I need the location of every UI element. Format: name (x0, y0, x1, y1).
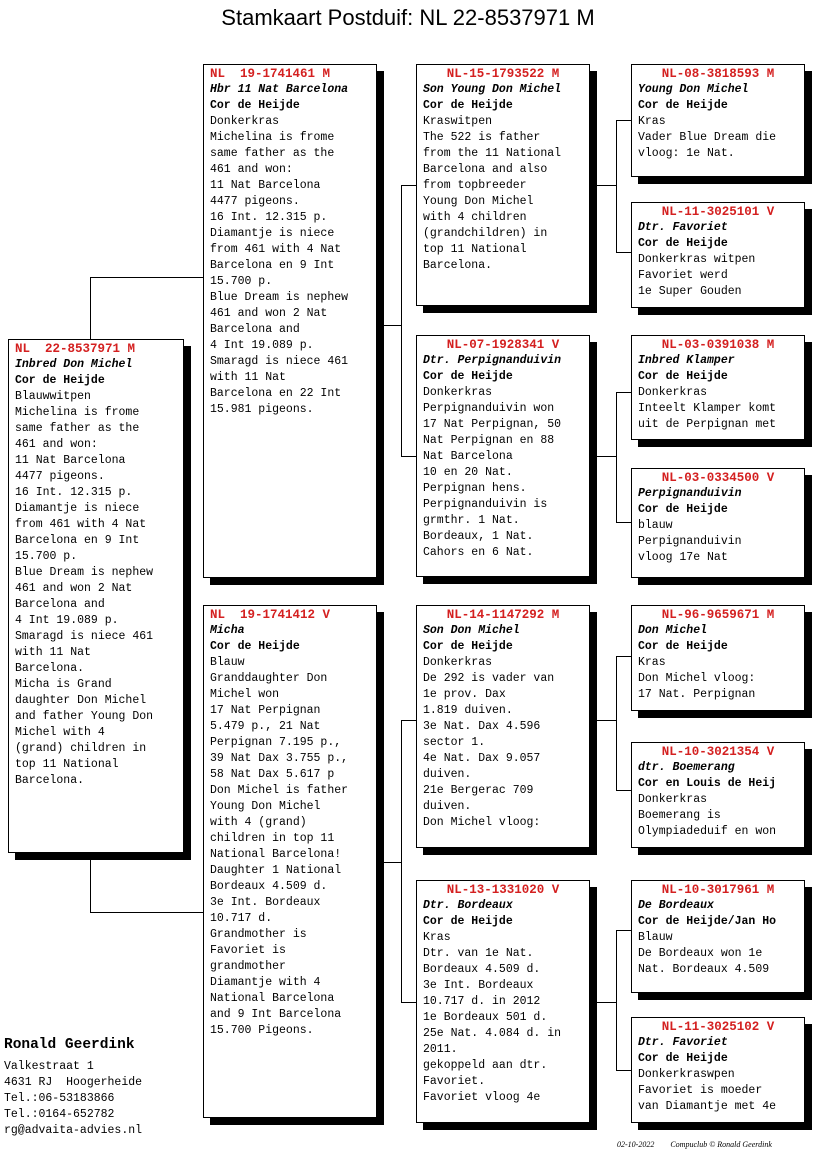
pedigree-note-line: Donkerkras (638, 793, 708, 806)
connector-line (616, 120, 632, 121)
owner-phone-mobile: Tel.:06-53183866 (4, 1092, 115, 1105)
pedigree-note-line: Donkerkras (423, 656, 493, 669)
pedigree-note-line: Donkerkras (210, 115, 280, 128)
pedigree-note-line: 15.981 pigeons. (210, 403, 314, 416)
pedigree-note-line: Michelina is frome (210, 131, 335, 144)
pedigree-note-line: 15.700 Pigeons. (210, 1024, 314, 1037)
connector-line (401, 456, 417, 457)
breeder-name: Cor de Heijde (423, 99, 513, 112)
ring-number: NL-14-1147292 M (446, 608, 560, 622)
ring-number: NL-13-1331020 V (446, 883, 560, 897)
pedigree-note-line: Kras (638, 656, 666, 669)
pedigree-note-line: 4 Int 19.089 p. (210, 339, 314, 352)
pedigree-note-line: Kras (423, 931, 451, 944)
pedigree-note-line: (grand) children in (15, 742, 147, 755)
pedigree-note-line: 25e Nat. 4.084 d. in (423, 1027, 562, 1040)
owner-email[interactable]: rg@advaita-advies.nl (4, 1124, 143, 1137)
pedigree-note-line: daughter Don Michel (15, 694, 147, 707)
pedigree-note-line: 3e Int. Bordeaux (210, 896, 321, 909)
breeder-name: Cor de Heijde (423, 915, 513, 928)
pedigree-note-line: vloog: 1e Nat. (638, 147, 735, 160)
pedigree-note-line: Favoriet vloog 4e (423, 1091, 541, 1104)
pedigree-note-line: Daughter 1 National (210, 864, 342, 877)
connector-line (616, 790, 632, 791)
connector-line (616, 656, 617, 790)
pedigree-note-line: 10.717 d. (210, 912, 273, 925)
pedigree-note-line: Michel won (210, 688, 280, 701)
ring-number: NL-10-3017961 M (661, 883, 775, 897)
pedigree-note-line: Donkerkras witpen (638, 253, 756, 266)
ring-number: NL 22-8537971 M (15, 342, 136, 356)
pigeon-name: Son Don Michel (423, 624, 520, 637)
pedigree-note-line: from the 11 National (423, 147, 562, 160)
pedigree-note-line: De Bordeaux won 1e (638, 947, 763, 960)
connector-line (90, 855, 91, 912)
pedigree-note-line: 1.819 duiven. (423, 704, 513, 717)
pigeon-name: Hbr 11 Nat Barcelona (210, 83, 349, 96)
pedigree-note-line: Kraswitpen (423, 115, 493, 128)
pigeon-name: dtr. Boemerang (638, 761, 735, 774)
pedigree-note-line: 10.717 d. in 2012 (423, 995, 541, 1008)
pedigree-note-line: vloog 17e Nat (638, 551, 728, 564)
pedigree-note-line: with 11 Nat (210, 371, 286, 384)
pedigree-note-line: Barcelona en 9 Int (15, 534, 140, 547)
pedigree-note-line: Perpignanduivin is (423, 498, 548, 511)
pedigree-note-line: 17 Nat. Perpignan (638, 688, 756, 701)
pedigree-note-line: 15.700 p. (210, 275, 273, 288)
pigeon-name: Son Young Don Michel (423, 83, 562, 96)
breeder-name: Cor de Heijde/Jan Ho (638, 915, 777, 928)
connector-line (401, 1002, 417, 1003)
pedigree-note-line: Favoriet. (423, 1075, 486, 1088)
pedigree-note-line: children in top 11 (210, 832, 335, 845)
pedigree-note-line: 1e prov. Dax (423, 688, 506, 701)
pedigree-note-line: National Barcelona! (210, 848, 342, 861)
ring-number: NL-03-0391038 M (661, 338, 775, 352)
pedigree-note-line: and father Young Don (15, 710, 154, 723)
pedigree-note-line: 5.479 p., 21 Nat (210, 720, 321, 733)
pedigree-note-line: Nat Perpignan en 88 (423, 434, 555, 447)
pedigree-note-line: 11 Nat Barcelona (210, 179, 321, 192)
pedigree-note-line: Bordeaux 4.509 d. (423, 963, 541, 976)
ring-number: NL-08-3818593 M (661, 67, 775, 81)
pedigree-note-line: Young Don Michel (423, 195, 534, 208)
connector-line (401, 185, 417, 186)
pedigree-note-line: Barcelona. (423, 259, 493, 272)
pedigree-note-line: Donkerkraswpen (638, 1068, 735, 1081)
pedigree-note-line: top 11 National (423, 243, 527, 256)
connector-line (616, 656, 632, 657)
pedigree-note-line: 11 Nat Barcelona (15, 454, 126, 467)
pedigree-note-line: 16 Int. 12.315 p. (210, 211, 328, 224)
pedigree-note-line: Perpignan 7.195 p., (210, 736, 342, 749)
connector-line (616, 120, 617, 252)
pedigree-note-line: 58 Nat Dax 5.617 p (210, 768, 335, 781)
pedigree-note-line: Barcelona. (15, 774, 85, 787)
pedigree-note-line: Barcelona and (210, 323, 300, 336)
breeder-name: Cor de Heijde (638, 237, 728, 250)
pigeon-name: De Bordeaux (638, 899, 714, 912)
pedigree-note-line: Blauw (638, 931, 673, 944)
pedigree-note-line: Cahors en 6 Nat. (423, 546, 534, 559)
pedigree-note-line: from 461 with 4 Nat (15, 518, 147, 531)
pedigree-note-line: (grandchildren) in (423, 227, 548, 240)
pigeon-card-father-father (416, 64, 590, 306)
pedigree-note-line: 16 Int. 12.315 p. (15, 486, 133, 499)
pigeon-card-subject (8, 339, 184, 853)
pigeon-name: Inbred Klamper (638, 354, 735, 367)
breeder-name: Cor de Heijde (423, 640, 513, 653)
pedigree-note-line: Vader Blue Dream die (638, 131, 777, 144)
pedigree-note-line: duiven. (423, 768, 472, 781)
pedigree-note-line: same father as the (210, 147, 335, 160)
pedigree-note-line: Barcelona. (15, 662, 85, 675)
ring-number: NL 19-1741461 M (210, 67, 331, 81)
pedigree-note-line: 4e Nat. Dax 9.057 (423, 752, 541, 765)
pedigree-note-line: Michelina is frome (15, 406, 140, 419)
pigeon-name: Dtr. Bordeaux (423, 899, 513, 912)
pedigree-note-line: 1e Bordeaux 501 d. (423, 1011, 548, 1024)
pedigree-note-line: Favoriet werd (638, 269, 728, 282)
pedigree-note-line: duiven. (423, 800, 472, 813)
owner-phone-landline: Tel.:0164-652782 (4, 1108, 115, 1121)
pedigree-note-line: Blue Dream is nephew (15, 566, 154, 579)
pedigree-note-line: Inteelt Klamper komt (638, 402, 777, 415)
owner-name: Ronald Geerdink (4, 1037, 135, 1053)
connector-line (616, 522, 632, 523)
pigeon-card-father-mother (416, 335, 590, 577)
pigeon-card-ff-mother (631, 202, 805, 308)
pedigree-note-line: 461 and won 2 Nat (210, 307, 328, 320)
connector-line (90, 912, 204, 913)
pedigree-note-line: Boemerang is (638, 809, 721, 822)
connector-line (616, 1070, 632, 1071)
pedigree-note-line: Granddaughter Don (210, 672, 328, 685)
pedigree-note-line: Perpignanduivin won (423, 402, 555, 415)
pedigree-note-line: Barcelona en 22 Int (210, 387, 342, 400)
pedigree-note-line: Barcelona and also (423, 163, 548, 176)
pedigree-note-line: Don Michel vloog: (638, 672, 756, 685)
pigeon-card-mf-mother (631, 742, 805, 848)
pedigree-note-line: Don Michel vloog: (423, 816, 541, 829)
breeder-name: Cor en Louis de Heij (638, 777, 777, 790)
pigeon-name: Micha (210, 624, 245, 637)
pedigree-note-line: Diamantje is niece (210, 227, 335, 240)
owner-address-street: Valkestraat 1 (4, 1060, 94, 1073)
connector-line (616, 392, 632, 393)
pedigree-note-line: top 11 National (15, 758, 119, 771)
pedigree-note-line: Kras (638, 115, 666, 128)
pedigree-note-line: 2011. (423, 1043, 458, 1056)
pedigree-note-line: Bordeaux, 1 Nat. (423, 530, 534, 543)
breeder-name: Cor de Heijde (210, 99, 300, 112)
pedigree-note-line: 461 and won 2 Nat (15, 582, 133, 595)
breeder-name: Cor de Heijde (638, 640, 728, 653)
ring-number: NL-96-9659671 M (661, 608, 775, 622)
connector-line (616, 930, 632, 931)
ring-number: NL-15-1793522 M (446, 67, 560, 81)
connector-line (383, 325, 401, 326)
connector-line (401, 185, 402, 456)
ring-number: NL-11-3025101 V (661, 205, 775, 219)
pedigree-note-line: 1e Super Gouden (638, 285, 742, 298)
pedigree-note-line: Don Michel is father (210, 784, 349, 797)
pedigree-note-line: 15.700 p. (15, 550, 78, 563)
pedigree-note-line: sector 1. (423, 736, 486, 749)
footer (617, 1140, 772, 1149)
pedigree-note-line: 4477 pigeons. (15, 470, 105, 483)
pedigree-note-line: Favoriet is moeder (638, 1084, 763, 1097)
breeder-name: Cor de Heijde (638, 503, 728, 516)
pigeon-card-mm-father (631, 880, 805, 993)
pedigree-note-line: grandmother (210, 960, 286, 973)
pigeon-name: Dtr. Favoriet (638, 221, 728, 234)
pigeon-name: Don Michel (638, 624, 708, 637)
pedigree-note-line: Grandmother is (210, 928, 307, 941)
pedigree-note-line: 3e Nat. Dax 4.596 (423, 720, 541, 733)
pedigree-note-line: uit de Perpignan met (638, 418, 777, 431)
pedigree-note-line: Barcelona en 9 Int (210, 259, 335, 272)
pedigree-note-line: Donkerkras (638, 386, 708, 399)
connector-line (90, 277, 204, 278)
pigeon-card-mother (203, 605, 377, 1118)
pedigree-note-line: Smaragd is niece 461 (210, 355, 349, 368)
pedigree-note-line: same father as the (15, 422, 140, 435)
pedigree-note-line: Nat. Bordeaux 4.509 (638, 963, 770, 976)
pedigree-note-line: van Diamantje met 4e (638, 1100, 777, 1113)
ring-number: NL-11-3025102 V (661, 1020, 775, 1034)
breeder-name: Cor de Heijde (15, 374, 105, 387)
breeder-name: Cor de Heijde (638, 1052, 728, 1065)
connector-line (383, 862, 401, 863)
connector-line (596, 185, 616, 186)
pedigree-note-line: 461 and won: (15, 438, 98, 451)
connector-line (596, 456, 616, 457)
pedigree-note-line: 17 Nat Perpignan, 50 (423, 418, 562, 431)
pedigree-note-line: National Barcelona (210, 992, 335, 1005)
pedigree-note-line: Young Don Michel (210, 800, 321, 813)
pedigree-note-line: 3e Int. Bordeaux (423, 979, 534, 992)
pedigree-note-line: 21e Bergerac 709 (423, 784, 534, 797)
pigeon-card-fm-father (631, 335, 805, 440)
pedigree-note-line: blauw (638, 519, 673, 532)
pigeon-card-ff-father (631, 64, 805, 177)
pigeon-card-mm-mother (631, 1017, 805, 1123)
pedigree-note-line: 17 Nat Perpignan (210, 704, 321, 717)
pedigree-note-line: Perpignan hens. (423, 482, 527, 495)
page-title: Stamkaart Postduif: NL 22-8537971 M (221, 5, 595, 30)
pigeon-card-fm-mother (631, 468, 805, 578)
pigeon-name: Young Don Michel (638, 83, 749, 96)
pedigree-note-line: Micha is Grand (15, 678, 112, 691)
pedigree-note-line: from 461 with 4 Nat (210, 243, 342, 256)
pedigree-note-line: 39 Nat Dax 3.755 p., (210, 752, 349, 765)
pigeon-name: Inbred Don Michel (15, 358, 133, 371)
pedigree-note-line: grmthr. 1 Nat. (423, 514, 520, 527)
pigeon-card-father (203, 64, 377, 578)
footer-credit: Compuclub © Ronald Geerdink (670, 1140, 772, 1149)
pedigree-note-line: Donkerkras (423, 386, 493, 399)
pigeon-name: Dtr. Perpignanduivin (423, 354, 562, 367)
pedigree-note-line: Blauw (210, 656, 245, 669)
pedigree-note-line: gekoppeld aan dtr. (423, 1059, 548, 1072)
pedigree-note-line: Blauwwitpen (15, 390, 91, 403)
pedigree-note-line: Bordeaux 4.509 d. (210, 880, 328, 893)
pedigree-note-line: 4 Int 19.089 p. (15, 614, 119, 627)
pedigree-note-line: 10 en 20 Nat. (423, 466, 513, 479)
pedigree-note-line: from topbreeder (423, 179, 527, 192)
owner-address-city: 4631 RJ Hoogerheide (4, 1076, 143, 1089)
pedigree-note-line: with 4 (grand) (210, 816, 307, 829)
pedigree-note-line: Michel with 4 (15, 726, 105, 739)
pedigree-note-line: Dtr. van 1e Nat. (423, 947, 534, 960)
connector-line (401, 720, 417, 721)
ring-number: NL-10-3021354 V (661, 745, 775, 759)
ring-number: NL-07-1928341 V (446, 338, 560, 352)
connector-line (616, 392, 617, 522)
connector-line (616, 930, 617, 1070)
pigeon-card-mother-father (416, 605, 590, 848)
breeder-name: Cor de Heijde (638, 370, 728, 383)
pedigree-note-line: and 9 Int Barcelona (210, 1008, 342, 1021)
connector-line (401, 720, 402, 1002)
breeder-name: Cor de Heijde (423, 370, 513, 383)
pedigree-note-line: The 522 is father (423, 131, 541, 144)
breeder-name: Cor de Heijde (638, 99, 728, 112)
pedigree-note-line: Favoriet is (210, 944, 286, 957)
pedigree-note-line: Barcelona and (15, 598, 105, 611)
pedigree-note-line: Smaragd is niece 461 (15, 630, 154, 643)
pigeon-name: Perpignanduivin (638, 487, 742, 500)
pedigree-note-line: with 11 Nat (15, 646, 91, 659)
ring-number: NL-03-0334500 V (661, 471, 775, 485)
pedigree-note-line: with 4 children (423, 211, 527, 224)
connector-line (596, 720, 616, 721)
pedigree-note-line: Diamantje is niece (15, 502, 140, 515)
pedigree-note-line: 461 and won: (210, 163, 293, 176)
connector-line (596, 1002, 616, 1003)
pedigree-note-line: Blue Dream is nephew (210, 291, 349, 304)
pedigree-note-line: 4477 pigeons. (210, 195, 300, 208)
pigeon-card-mf-father (631, 605, 805, 711)
footer-date: 02-10-2022 (617, 1140, 655, 1149)
pedigree-note-line: De 292 is vader van (423, 672, 555, 685)
pedigree-note-line: Nat Barcelona (423, 450, 513, 463)
breeder-name: Cor de Heijde (210, 640, 300, 653)
pigeon-card-mother-mother (416, 880, 590, 1123)
connector-line (616, 252, 632, 253)
pedigree-note-line: Diamantje with 4 (210, 976, 321, 989)
pigeon-name: Dtr. Favoriet (638, 1036, 728, 1049)
connector-line (90, 277, 91, 340)
ring-number: NL 19-1741412 V (210, 608, 331, 622)
pedigree-note-line: Perpignanduivin (638, 535, 742, 548)
pedigree-note-line: Olympiadeduif en won (638, 825, 777, 838)
owner-block (4, 1035, 142, 1139)
